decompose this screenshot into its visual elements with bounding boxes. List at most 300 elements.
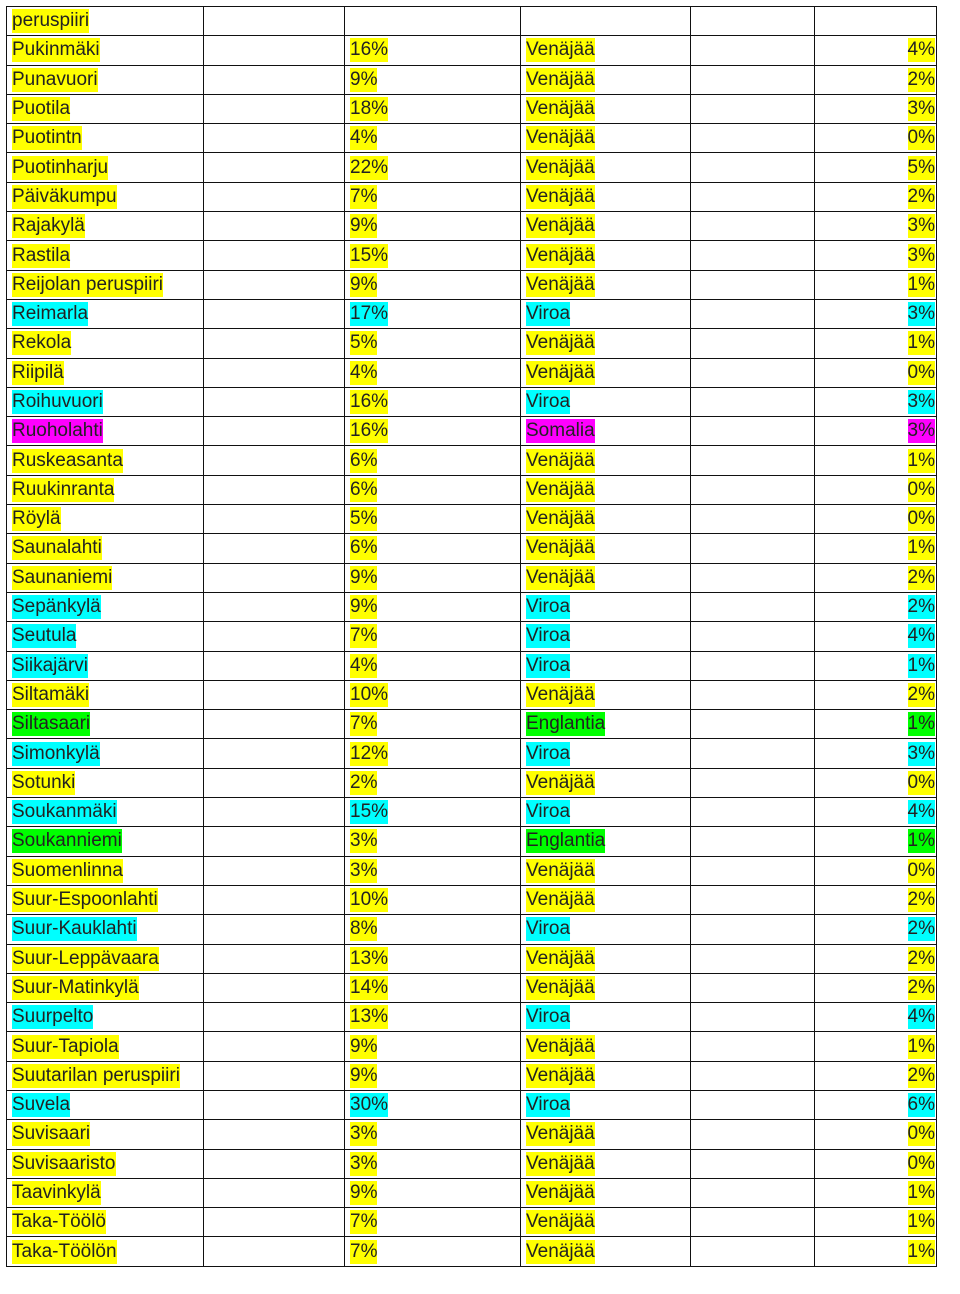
language-share-value: 2%: [907, 918, 935, 940]
table-row: [7, 153, 937, 182]
district-name: Suomenlinna: [12, 859, 123, 881]
language-share-cell: [815, 446, 937, 475]
district-cell: [7, 446, 204, 475]
district-name: Roihuvuori: [12, 391, 103, 412]
language-share-value: 2%: [907, 566, 935, 588]
foreign-share-cell: [345, 973, 521, 1002]
foreign-share-value: 3%: [350, 1152, 378, 1174]
foreign-share-value: 4%: [350, 654, 378, 676]
foreign-share-value: 10%: [350, 889, 389, 911]
foreign-share-value: 9%: [350, 215, 378, 237]
district-cell: [7, 505, 204, 534]
district-cell: [7, 798, 204, 827]
language-share-cell: [815, 710, 937, 739]
language-cell: [521, 505, 691, 534]
district-cell: [7, 241, 204, 270]
language-share-cell: [815, 1237, 937, 1266]
district-name: Puotila: [12, 98, 71, 120]
language-name: Englantia: [526, 713, 606, 735]
empty-cell: [204, 446, 345, 475]
language-share-cell: [815, 387, 937, 416]
district-cell: [7, 36, 204, 65]
language-share-value: 0%: [907, 1152, 935, 1174]
language-share-cell: [815, 65, 937, 94]
language-share-value: 1%: [907, 449, 935, 471]
language-share-value: 0%: [907, 1123, 935, 1145]
foreign-share-value: 14%: [350, 976, 389, 998]
foreign-share-value: 9%: [350, 273, 378, 295]
language-share-value: 1%: [907, 713, 935, 735]
foreign-share-value: 16%: [350, 420, 389, 442]
language-cell: [521, 241, 691, 270]
table-row: [7, 944, 937, 973]
table-row: [7, 1090, 937, 1119]
language-cell: [521, 182, 691, 211]
district-name: Päiväkumpu: [12, 185, 117, 207]
district-cell: [7, 1120, 204, 1149]
language-share-cell: [815, 417, 937, 446]
language-cell: [521, 1237, 691, 1266]
district-name: Ruukinranta: [12, 478, 115, 500]
district-name: Suvela: [12, 1094, 71, 1116]
language-share-value: 3%: [907, 215, 935, 237]
language-share-value: 0%: [907, 361, 935, 383]
language-share-value: 2%: [907, 185, 935, 207]
district-cell: [7, 856, 204, 885]
table-row: [7, 768, 937, 797]
table-row: [7, 270, 937, 299]
language-share-value: 4%: [907, 625, 935, 647]
empty-cell: [691, 7, 815, 36]
language-name: Venäjää: [526, 361, 595, 383]
foreign-share-cell: [345, 417, 521, 446]
language-name: Venäjää: [526, 273, 595, 295]
foreign-share-value: 9%: [350, 1064, 378, 1086]
empty-cell: [204, 944, 345, 973]
language-share-cell: [815, 680, 937, 709]
district-name: Suutarilan peruspiiri: [12, 1064, 180, 1086]
language-name: Venäjää: [526, 1152, 595, 1174]
empty-cell: [521, 7, 691, 36]
foreign-share-value: 3%: [350, 830, 378, 852]
table-row: [7, 94, 937, 123]
language-name: Viroa: [526, 391, 571, 412]
foreign-share-cell: [345, 387, 521, 416]
language-share-value: 6%: [907, 1094, 935, 1116]
language-name: Venäjää: [526, 127, 595, 149]
district-name: Ruskeasanta: [12, 449, 123, 471]
language-share-cell: [815, 1178, 937, 1207]
district-cell: [7, 973, 204, 1002]
district-name: Taavinkylä: [12, 1182, 101, 1204]
foreign-share-cell: [345, 358, 521, 387]
district-name: Sotunki: [12, 771, 76, 793]
language-name: Venäjää: [526, 98, 595, 120]
language-cell: [521, 798, 691, 827]
language-share-cell: [815, 358, 937, 387]
foreign-share-value: 3%: [350, 859, 378, 881]
foreign-share-value: 5%: [350, 332, 378, 354]
language-share-value: 0%: [907, 771, 935, 793]
foreign-share-value: 5%: [350, 508, 378, 530]
language-name: Venäjää: [526, 68, 595, 90]
language-name: Venäjää: [526, 449, 595, 471]
language-cell: [521, 299, 691, 328]
language-cell: [521, 417, 691, 446]
district-name: Ruoholahti: [12, 420, 103, 442]
district-cell: [7, 1003, 204, 1032]
foreign-share-value: 15%: [350, 244, 389, 266]
language-share-cell: [815, 270, 937, 299]
foreign-share-cell: [345, 505, 521, 534]
language-share-value: 4%: [907, 801, 935, 823]
foreign-share-cell: [345, 329, 521, 358]
foreign-share-value: 16%: [350, 391, 389, 412]
foreign-share-value: 18%: [350, 98, 389, 120]
district-name: Suurpelto: [12, 1006, 94, 1028]
district-name: Suvisaaristo: [12, 1152, 116, 1174]
empty-cell: [691, 563, 815, 592]
language-share-value: 2%: [907, 889, 935, 911]
empty-cell: [691, 827, 815, 856]
language-share-value: 0%: [907, 478, 935, 500]
foreign-share-value: 9%: [350, 596, 378, 618]
empty-cell: [204, 1032, 345, 1061]
language-share-cell: [815, 651, 937, 680]
empty-cell: [691, 358, 815, 387]
table-row: [7, 475, 937, 504]
district-cell: [7, 827, 204, 856]
language-share-cell: [815, 36, 937, 65]
empty-cell: [691, 387, 815, 416]
language-share-value: 1%: [907, 654, 935, 676]
table-row: [7, 387, 937, 416]
district-cell: [7, 739, 204, 768]
language-share-value: 3%: [907, 244, 935, 266]
language-name: Venäjää: [526, 1064, 595, 1086]
language-cell: [521, 915, 691, 944]
foreign-share-cell: [345, 768, 521, 797]
empty-cell: [691, 212, 815, 241]
empty-cell: [815, 7, 937, 36]
language-name: Viroa: [526, 1006, 571, 1028]
empty-cell: [691, 505, 815, 534]
empty-cell: [691, 1120, 815, 1149]
table-row: [7, 446, 937, 475]
empty-cell: [691, 1061, 815, 1090]
language-name: Viroa: [526, 918, 571, 940]
language-cell: [521, 358, 691, 387]
foreign-share-cell: [345, 680, 521, 709]
empty-cell: [691, 885, 815, 914]
district-cell: [7, 885, 204, 914]
district-cell: [7, 124, 204, 153]
district-name: Siikajärvi: [12, 654, 89, 676]
language-name: Venäjää: [526, 1035, 595, 1057]
empty-cell: [691, 973, 815, 1002]
district-name: Sepänkylä: [12, 596, 101, 618]
empty-cell: [204, 387, 345, 416]
district-cell: [7, 768, 204, 797]
language-share-cell: [815, 1003, 937, 1032]
language-name: Venäjää: [526, 1123, 595, 1145]
district-cell: [7, 299, 204, 328]
language-cell: [521, 1003, 691, 1032]
district-name: Suur-Matinkylä: [12, 976, 139, 998]
empty-cell: [691, 475, 815, 504]
language-name: Venäjää: [526, 156, 595, 178]
empty-cell: [691, 651, 815, 680]
empty-cell: [691, 124, 815, 153]
foreign-share-cell: [345, 153, 521, 182]
language-share-cell: [815, 475, 937, 504]
empty-cell: [204, 1237, 345, 1266]
language-share-value: 0%: [907, 508, 935, 530]
empty-cell: [204, 651, 345, 680]
language-name: Venäjää: [526, 537, 595, 559]
language-cell: [521, 680, 691, 709]
district-cell: [7, 94, 204, 123]
language-cell: [521, 592, 691, 621]
district-cell: [7, 65, 204, 94]
foreign-share-cell: [345, 1090, 521, 1119]
foreign-share-cell: [345, 36, 521, 65]
language-share-value: 3%: [907, 420, 935, 442]
language-name: Venäjää: [526, 1211, 595, 1233]
foreign-share-cell: [345, 1003, 521, 1032]
foreign-share-value: 2%: [350, 771, 378, 793]
district-cell: [7, 1061, 204, 1090]
district-cell: [7, 417, 204, 446]
foreign-share-value: 30%: [350, 1094, 389, 1116]
language-name: Venäjää: [526, 889, 595, 911]
foreign-share-cell: [345, 563, 521, 592]
empty-cell: [204, 827, 345, 856]
district-name: Suur-Leppävaara: [12, 947, 159, 969]
language-share-cell: [815, 124, 937, 153]
foreign-share-cell: [345, 299, 521, 328]
empty-cell: [691, 915, 815, 944]
table-row: [7, 1178, 937, 1207]
district-cell: [7, 270, 204, 299]
district-name: Suur-Tapiola: [12, 1035, 119, 1057]
table-row: [7, 827, 937, 856]
language-name: Viroa: [526, 1094, 571, 1116]
table-row: [7, 329, 937, 358]
language-name: Venäjää: [526, 478, 595, 500]
language-cell: [521, 622, 691, 651]
language-name: Venäjää: [526, 39, 595, 61]
language-share-value: 1%: [907, 1240, 935, 1262]
foreign-share-value: 12%: [350, 742, 389, 764]
language-name: Venäjää: [526, 508, 595, 530]
table-row: [7, 212, 937, 241]
language-share-cell: [815, 1120, 937, 1149]
empty-cell: [204, 534, 345, 563]
foreign-share-cell: [345, 739, 521, 768]
language-share-cell: [815, 329, 937, 358]
language-share-cell: [815, 1208, 937, 1237]
empty-cell: [691, 329, 815, 358]
empty-cell: [345, 7, 521, 36]
language-share-cell: [815, 768, 937, 797]
district-cell: [7, 534, 204, 563]
district-name: Taka-Töölön: [12, 1240, 117, 1262]
district-cell: [7, 182, 204, 211]
empty-cell: [691, 1032, 815, 1061]
language-cell: [521, 1178, 691, 1207]
language-share-value: 1%: [907, 273, 935, 295]
district-cell: [7, 651, 204, 680]
empty-cell: [691, 739, 815, 768]
language-share-cell: [815, 94, 937, 123]
district-name: Soukanniemi: [12, 830, 122, 852]
foreign-share-cell: [345, 534, 521, 563]
empty-cell: [204, 124, 345, 153]
language-cell: [521, 534, 691, 563]
language-share-cell: [815, 182, 937, 211]
language-share-cell: [815, 1032, 937, 1061]
language-cell: [521, 124, 691, 153]
table-row: [7, 358, 937, 387]
foreign-share-value: 4%: [350, 127, 378, 149]
language-share-cell: [815, 1149, 937, 1178]
empty-cell: [204, 856, 345, 885]
language-share-cell: [815, 827, 937, 856]
table-row: [7, 241, 937, 270]
language-share-value: 1%: [907, 1182, 935, 1204]
table-row: [7, 1120, 937, 1149]
language-share-value: 1%: [907, 1035, 935, 1057]
district-cell: [7, 680, 204, 709]
district-language-table: [6, 6, 937, 1267]
language-name: Viroa: [526, 625, 571, 647]
language-share-cell: [815, 798, 937, 827]
empty-cell: [691, 944, 815, 973]
district-name: Siltamäki: [12, 683, 90, 705]
district-cell: [7, 915, 204, 944]
district-cell: [7, 329, 204, 358]
empty-cell: [691, 1090, 815, 1119]
language-name: Viroa: [526, 742, 571, 764]
district-cell: [7, 387, 204, 416]
language-share-cell: [815, 622, 937, 651]
empty-cell: [204, 563, 345, 592]
table-row: [7, 7, 937, 36]
district-cell: [7, 1178, 204, 1207]
language-share-cell: [815, 241, 937, 270]
language-name: Venäjää: [526, 185, 595, 207]
foreign-share-cell: [345, 1208, 521, 1237]
language-name: Venäjää: [526, 1182, 595, 1204]
language-cell: [521, 1149, 691, 1178]
district-cell: [7, 1208, 204, 1237]
language-cell: [521, 446, 691, 475]
language-share-value: 2%: [907, 596, 935, 618]
foreign-share-cell: [345, 798, 521, 827]
foreign-share-cell: [345, 915, 521, 944]
language-share-cell: [815, 299, 937, 328]
empty-cell: [204, 710, 345, 739]
foreign-share-cell: [345, 446, 521, 475]
language-cell: [521, 94, 691, 123]
empty-cell: [204, 1178, 345, 1207]
language-cell: [521, 475, 691, 504]
empty-cell: [691, 182, 815, 211]
language-share-value: 2%: [907, 976, 935, 998]
empty-cell: [204, 1149, 345, 1178]
empty-cell: [691, 710, 815, 739]
district-name: Puotinharju: [12, 156, 109, 178]
foreign-share-cell: [345, 622, 521, 651]
language-cell: [521, 270, 691, 299]
language-share-cell: [815, 1090, 937, 1119]
empty-cell: [204, 768, 345, 797]
empty-cell: [691, 241, 815, 270]
foreign-share-value: 17%: [350, 303, 389, 325]
foreign-share-cell: [345, 944, 521, 973]
empty-cell: [691, 1208, 815, 1237]
language-share-cell: [815, 563, 937, 592]
district-cell: [7, 212, 204, 241]
language-cell: [521, 387, 691, 416]
language-share-cell: [815, 885, 937, 914]
table-row: [7, 124, 937, 153]
language-share-cell: [815, 915, 937, 944]
language-share-cell: [815, 592, 937, 621]
language-share-value: 2%: [907, 947, 935, 969]
language-share-value: 4%: [907, 39, 935, 61]
table-row: [7, 915, 937, 944]
foreign-share-value: 4%: [350, 361, 378, 383]
language-cell: [521, 153, 691, 182]
language-share-value: 1%: [907, 830, 935, 852]
language-name: Venäjää: [526, 947, 595, 969]
table-row: [7, 856, 937, 885]
empty-cell: [691, 1003, 815, 1032]
foreign-share-cell: [345, 592, 521, 621]
table-row: [7, 563, 937, 592]
foreign-share-cell: [345, 270, 521, 299]
empty-cell: [204, 1003, 345, 1032]
foreign-share-cell: [345, 1237, 521, 1266]
language-share-value: 3%: [907, 98, 935, 120]
foreign-share-value: 22%: [350, 156, 389, 178]
table-row: [7, 299, 937, 328]
foreign-share-cell: [345, 212, 521, 241]
empty-cell: [204, 182, 345, 211]
empty-cell: [691, 680, 815, 709]
district-cell: [7, 710, 204, 739]
foreign-share-value: 7%: [350, 713, 378, 735]
foreign-share-cell: [345, 124, 521, 153]
district-name: Soukanmäki: [12, 801, 117, 823]
district-name: Pukinmäki: [12, 39, 100, 61]
language-name: Venäjää: [526, 1240, 595, 1262]
empty-cell: [691, 534, 815, 563]
foreign-share-cell: [345, 710, 521, 739]
foreign-share-value: 6%: [350, 449, 378, 471]
foreign-share-cell: [345, 827, 521, 856]
foreign-share-cell: [345, 1120, 521, 1149]
district-name: Suur-Kauklahti: [12, 918, 137, 940]
language-share-cell: [815, 739, 937, 768]
foreign-share-cell: [345, 1032, 521, 1061]
empty-cell: [204, 1208, 345, 1237]
foreign-share-cell: [345, 1149, 521, 1178]
language-share-value: 1%: [907, 537, 935, 559]
foreign-share-value: 7%: [350, 1240, 378, 1262]
